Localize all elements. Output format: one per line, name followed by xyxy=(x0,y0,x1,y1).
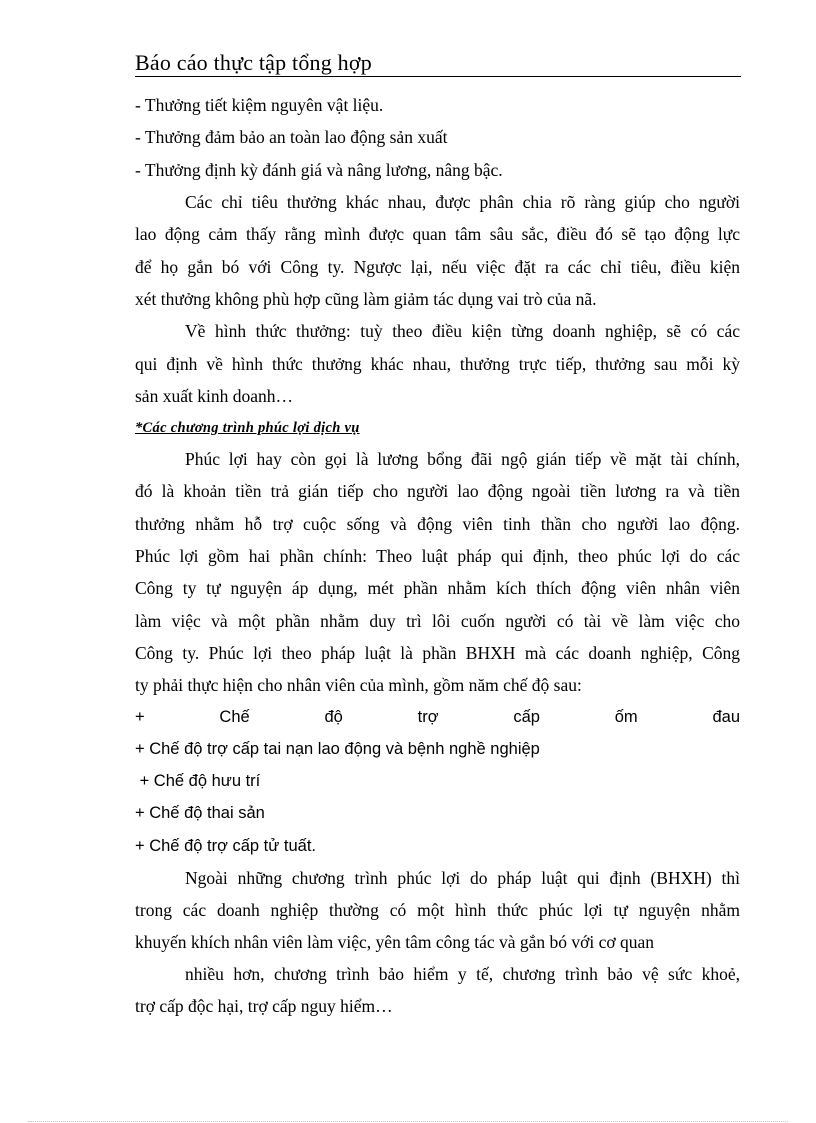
text-line: - Thưởng tiết kiệm nguyên vật liệu. xyxy=(135,95,384,115)
text-line: thưởng nhằm hỗ trợ cuộc sống và động viên tinh thần cho người lao động. xyxy=(135,514,740,534)
text-line: - Thưởng đảm bảo an toàn lao động sản xuất xyxy=(135,127,448,147)
text-line: Công ty tự nguyện áp dụng, mét phần nhằm kích thích động viên nhân viên xyxy=(135,578,740,598)
list-item: + Chế độ trợ cấp tai nạn lao động và bệnh nghề nghiệp xyxy=(135,740,540,758)
text-line: Phúc lợi gồm hai phần chính: Theo luật pháp qui định, theo phúc lợi do các xyxy=(135,546,740,566)
text-line: xét thưởng không phù hợp cũng làm giảm tác dụng vai trò của nã. xyxy=(135,289,597,309)
section-heading: *Các chương trình phúc lợi dịch vụ xyxy=(135,420,360,436)
text-line: - Thưởng định kỳ đánh giá và nâng lương, nâng bậc. xyxy=(135,160,503,180)
text-line: qui định về hình thức thưởng khác nhau, thưởng trực tiếp, thưởng sau mỗi kỳ xyxy=(135,354,740,374)
list-item: + Chế độ trợ cấp ốm đau xyxy=(135,708,740,726)
text-line: Phúc lợi hay còn gọi là lương bổng đãi ngộ gián tiếp về mặt tài chính, xyxy=(185,449,740,469)
page-header xyxy=(135,46,741,77)
text-line: ty phải thực hiện cho nhân viên của mình, gồm năm chế độ sau: xyxy=(135,675,582,695)
list-item: + Chế độ thai sản xyxy=(135,804,265,822)
list-item: + Chế độ trợ cấp tử tuất. xyxy=(135,837,317,855)
text-line: sản xuất kinh doanh… xyxy=(135,386,293,406)
page-bottom-divider xyxy=(28,1121,788,1122)
text-line: Công ty. Phúc lợi theo pháp luật là phần BHXH mà các doanh nghiệp, Công xyxy=(135,643,740,663)
list-item: + Chế độ hưu trí xyxy=(135,772,261,790)
page-title: Báo cáo thực tập tổng hợp xyxy=(135,50,372,75)
text-line: để họ gắn bó với Công ty. Ngược lại, nếu việc đặt ra các chỉ tiêu, điều kiện xyxy=(135,257,740,277)
text-line: đó là khoản tiền trả gián tiếp cho người lao động ngoài tiền lương ra và tiền xyxy=(135,481,740,501)
text-line: nhiều hơn, chương trình bảo hiểm y tế, chương trình bảo vệ sức khoẻ, xyxy=(185,964,740,984)
text-line: trợ cấp độc hại, trợ cấp nguy hiểm… xyxy=(135,996,393,1016)
text-line: Các chỉ tiêu thưởng khác nhau, được phân chia rõ ràng giúp cho người xyxy=(185,192,740,212)
text-line: Ngoài những chương trình phúc lợi do pháp luật qui định (BHXH) thì xyxy=(185,868,740,888)
text-line: lao động cảm thấy rằng mình được quan tâm sâu sắc, điều đó sẽ tạo động lực xyxy=(135,224,740,244)
text-line: làm việc và một phần nhằm duy trì lôi cuốn người có tài về làm việc cho xyxy=(135,611,740,631)
text-line: trong các doanh nghiệp thường có một hình thức phúc lợi tự nguyện nhằm xyxy=(135,900,740,920)
text-line: khuyến khích nhân viên làm việc, yên tâm công tác và gắn bó với cơ quan xyxy=(135,932,655,952)
text-line: Về hình thức thưởng: tuỳ theo điều kiện từng doanh nghiệp, sẽ có các xyxy=(185,321,740,341)
